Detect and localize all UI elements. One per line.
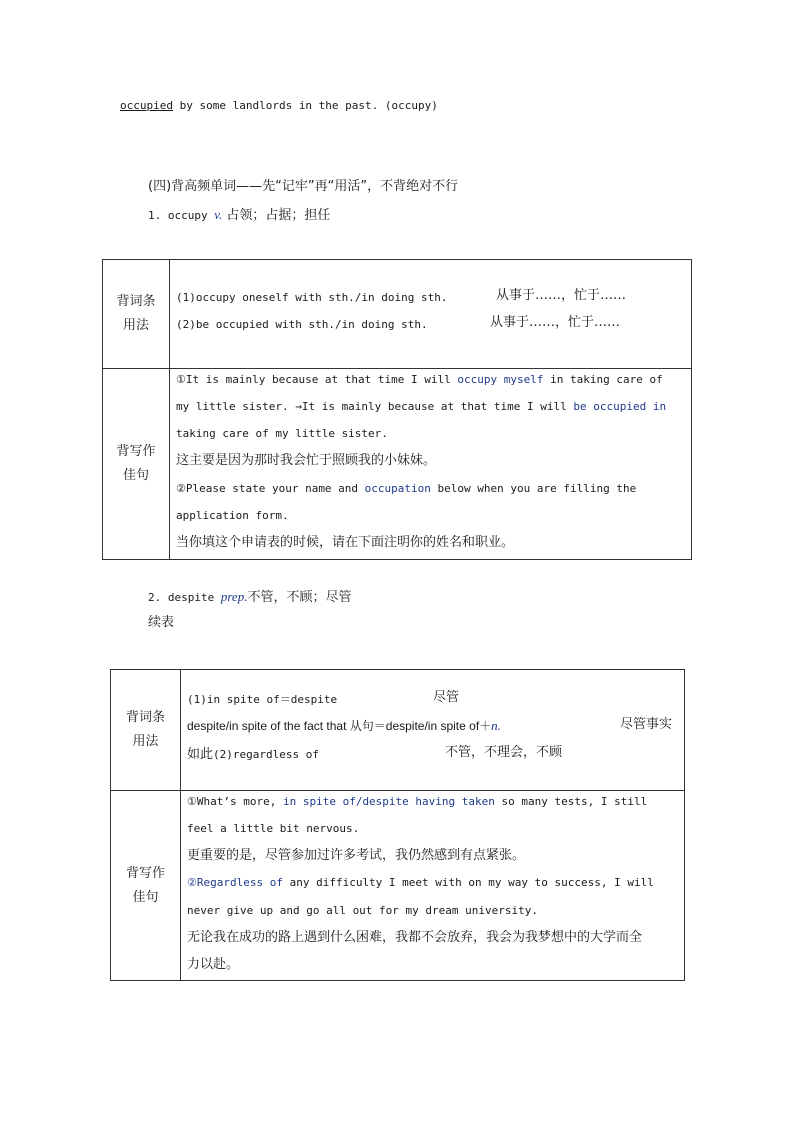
entry-meaning: 不管，不顾；尽管 <box>247 590 352 605</box>
example-content-cell <box>170 369 692 560</box>
usage-meaning: 从事于……，忙于…… <box>490 315 621 330</box>
usage-label-line2: 用法 <box>122 318 149 333</box>
example-translation: 力以赴。 <box>187 957 240 972</box>
vocab-table-despite <box>110 669 685 981</box>
example-translation: 这主要是因为那时我会忙于照顾我的小妹妹。 <box>176 453 437 468</box>
part-of-speech: n. <box>491 718 501 733</box>
example-label-cell <box>103 369 170 560</box>
example-label-line1: 背写作 <box>125 865 165 881</box>
top-sentence-rest: by some landlords in the past. (occupy) <box>172 99 438 112</box>
section-heading: (四)背高频单词——先“记牢”再“用活”，不背绝对不行 <box>148 179 459 194</box>
part-of-speech: v. <box>214 207 223 222</box>
entry-meaning: 占领；占据；担任 <box>222 208 331 223</box>
example-line: application form. <box>176 509 289 522</box>
usage-meaning: 尽管 <box>433 690 460 705</box>
example-line <box>187 875 654 891</box>
usage-line <box>187 690 460 708</box>
example-line <box>187 794 647 810</box>
example-line: never give up and go all out for my dream university. <box>187 904 538 917</box>
highlight-phrase: ②Regardless of <box>187 876 283 889</box>
entry-number: 1. occupy <box>148 209 215 222</box>
example-translation: 当你填这个申请表的时候，请在下面注明你的姓名和职业。 <box>176 535 515 550</box>
usage-label-line2: 用法 <box>132 734 159 749</box>
usage-phrase: (2)be occupied with sth./in doing sth. <box>176 318 428 331</box>
example-line <box>176 399 666 415</box>
example-translation: 无论我在成功的路上遇到什么困难，我都不会放弃，我会为我梦想中的大学而全 <box>187 930 643 945</box>
example-label-line1: 背写作 <box>116 444 156 459</box>
top-sentence <box>120 98 438 114</box>
usage-content-cell <box>170 260 692 369</box>
usage-phrase: (1)in spite of＝despite <box>187 693 338 706</box>
continued-label: 续表 <box>148 615 175 630</box>
part-of-speech: prep. <box>220 589 248 604</box>
text-run: so many tests, I still <box>494 795 648 808</box>
vocab-table-occupy <box>102 259 692 560</box>
example-translation: 更重要的是，尽管参加过许多考试，我仍然感到有点紧张。 <box>187 848 526 863</box>
answer-word: occupied <box>120 99 173 112</box>
text-run: ②Please state your name and <box>176 482 365 495</box>
word-entry-occupy <box>148 206 330 224</box>
usage-label-line1: 背词条 <box>125 710 165 725</box>
word-entry-despite <box>148 588 351 606</box>
usage-line <box>176 288 627 306</box>
usage-line <box>176 315 621 333</box>
text-run: my little sister. →It is mainly because at that time I will <box>176 400 574 413</box>
example-line <box>176 481 636 497</box>
entry-number: 2. despite <box>148 591 221 604</box>
example-label-line2: 佳句 <box>132 889 159 905</box>
text-run: ①It is mainly because at that time I will <box>176 373 458 386</box>
usage-label-line1: 背词条 <box>116 294 156 309</box>
example-line <box>176 372 663 388</box>
usage-line <box>187 745 563 763</box>
highlight-phrase: be occupied in <box>573 400 667 413</box>
text-run: ①What’s more, <box>187 795 283 808</box>
usage-phrase: (2)regardless of <box>213 748 319 761</box>
usage-line <box>187 717 673 734</box>
usage-phrase: (1)occupy oneself with sth./in doing sth. <box>176 291 448 304</box>
text-run: in taking care of <box>543 373 663 386</box>
text-run: any difficulty I meet with on my way to success, I will <box>282 876 654 889</box>
usage-meaning: 尽管事实 <box>620 717 673 732</box>
usage-phrase: despite/in spite of the fact that 从句＝despite/in spite of＋ <box>187 719 492 733</box>
example-line: feel a little bit nervous. <box>187 822 360 835</box>
example-line: taking care of my little sister. <box>176 427 388 440</box>
example-content-cell <box>181 791 685 981</box>
highlight-phrase: occupation <box>364 482 431 495</box>
usage-content-cell <box>181 670 685 791</box>
usage-meaning: 从事于……，忙于…… <box>496 288 627 303</box>
example-label-cell <box>111 791 181 981</box>
highlight-phrase: in spite of/despite having taken <box>282 795 495 808</box>
usage-meaning: 如此 <box>187 747 214 762</box>
usage-label-cell <box>103 260 170 369</box>
example-label-line2: 佳句 <box>122 468 149 483</box>
highlight-phrase: occupy myself <box>457 373 544 386</box>
text-run: below when you are filling the <box>430 482 637 495</box>
usage-label-cell <box>111 670 181 791</box>
usage-meaning: 不管，不理会，不顾 <box>445 745 563 760</box>
